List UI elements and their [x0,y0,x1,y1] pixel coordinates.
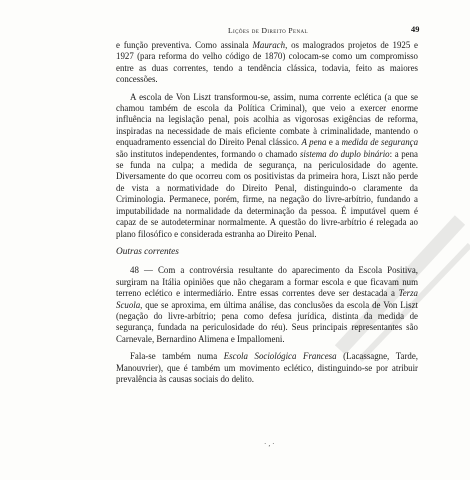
paragraph-escola-francesa [116,351,418,385]
section-heading: Outras correntes [116,246,179,257]
section-spacer [116,258,418,265]
text-run: , que se aproxima, em última análise, das conclusões da escola de Von Liszt (negação do livre-arbítrio; pena como defesa jurídica, distinta da medida de segurança, fundada na periculosidade do réu). Seus principais representantes são Carnevale, Bernardino Alimena e Impallomeni. [116,299,418,344]
emphasis-sistema: sistema do duplo binário [299,148,390,159]
text-run: , os malogrados projetos de 1925 e 1927 (para reforma do velho código de 1870) colocam-se como um compromisso entre as duas correntes, tendo a tendência clássica, todavia, feito as maiores concessões. [116,40,418,85]
stray-print-marks: · ‚ · [264,440,275,448]
text-run: e a [326,137,342,148]
emphasis-medida: medida de segurança [341,137,419,148]
paragraph-continuation [116,40,418,86]
text-run: A escola de Von Liszt transformou-se, assim, numa corrente eclética (a que se chamou também de escola da Política Criminal), que veio a exercer enorme influência na legislação penal, pois acolhia as vigorosas exigências de reforma, inspiradas na necessidade de mais eficiente combate à criminalidade, mantendo o enquadramento essencial do Direito Penal clássico. [116,91,418,148]
emphasis-pena: A pena [301,137,327,148]
section-spacer [116,240,418,247]
text-run: Fala-se também numa [130,351,224,362]
author-name: Maurach [252,40,286,50]
text-run: são institutos independentes, formando o chamado [116,148,300,159]
paragraph-48 [116,265,418,345]
emphasis-terza-scuola: Terza Scuola [116,288,418,310]
emphasis-escola-francesa: Escola Sociológica Francesa [223,351,337,362]
text-run: (Lacassagne, Tarde, Manouvrier), que é também um movimento eclético, distinguindo-se por atribuir prevalência às causas sociais do delito. [116,351,418,384]
body-text [116,40,418,385]
page-number: 49 [411,25,420,34]
running-head: Lições de Direito Penal [228,26,308,35]
text-run: : a pena se funda na culpa; a medida de segurança, na periculosidade do agente. Diversamente do que ocorreu com os positivistas da primeira hora, Liszt não perde de vista a normatividade do Direito Penal, distinguindo-o claramente da Criminologia. Permanece, porém, firme, na negação do livre-arbítrio, fundando a imputabilidade na normalidade da determinação da pessoa. É imputável quem é capaz de se autodeterminar normalmente. A questão do livre-arbítrio é relegada ao plano filosófico e considerada estranha ao Direito Penal. [116,148,418,239]
text-run: e função preventiva. Como assinala [116,40,253,50]
paragraph-von-liszt [116,92,418,240]
text-run: 48 — Com a controvérsia resultante do aparecimento da Escola Positiva, surgiram na Itália opiniões que não chegaram a formar escola e que ficavam num terreno eclético e intermediário. Entre essas correntes deve ser destacada a [116,265,418,299]
